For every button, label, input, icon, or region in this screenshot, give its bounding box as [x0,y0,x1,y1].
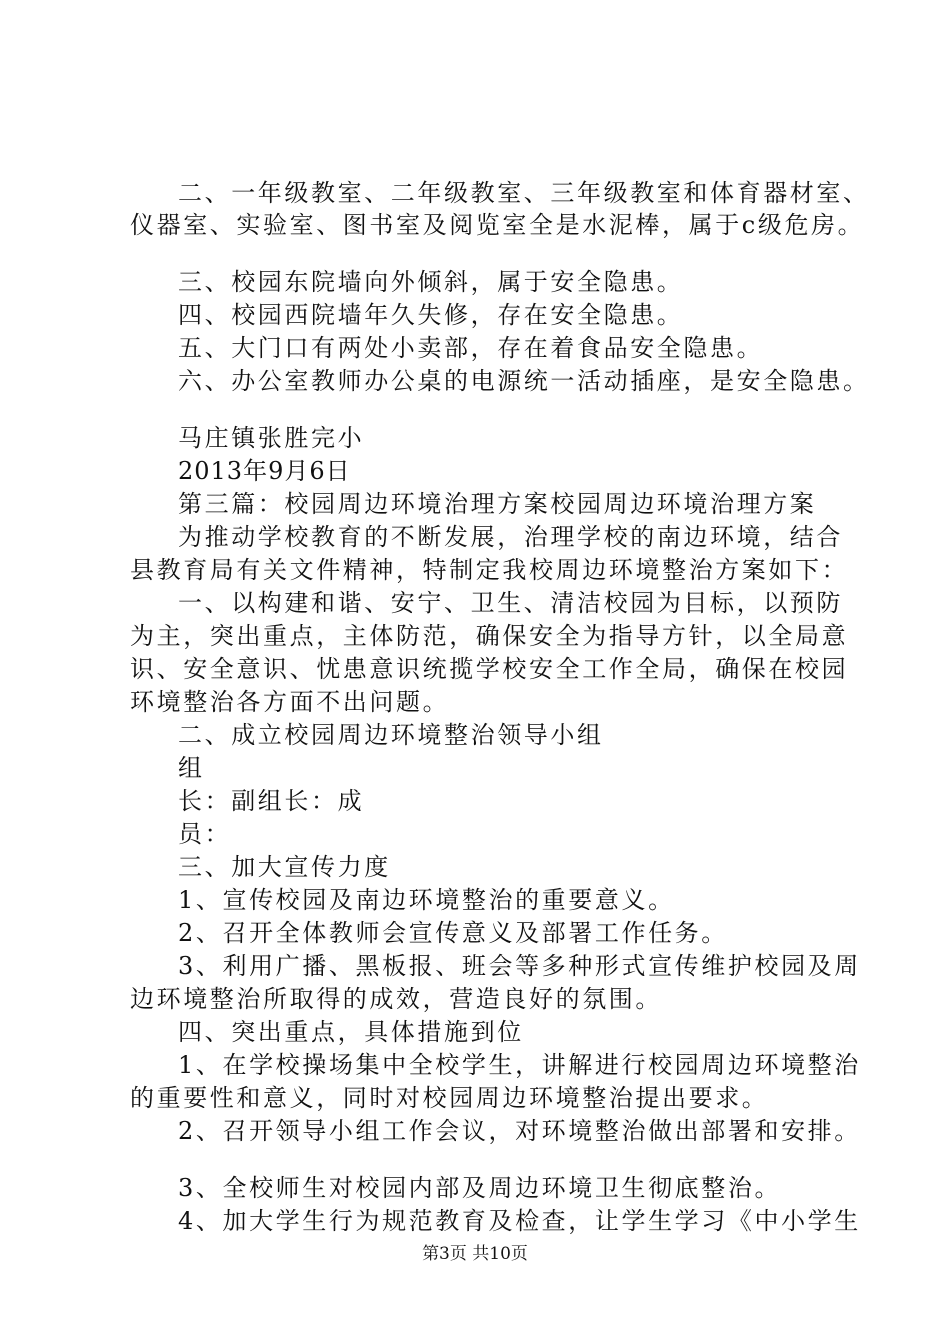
paragraph-line: 长：副组长：成 [178,787,365,815]
paragraph-line: 1、在学校操场集中全校学生，讲解进行校园周边环境整治 [178,1051,861,1079]
page-number-footer: 第3页 共10页 [422,1244,528,1264]
signature-org: 马庄镇张胜完小 [178,424,365,452]
paragraph-line: 仪器室、实验室、图书室及阅览室全是水泥棒，属于c级危房。 [130,211,865,239]
paragraph-line: 一、以构建和谐、安宁、卫生、清洁校园为目标，以预防 [178,589,843,617]
paragraph-line: 四、校园西院墙年久失修，存在安全隐患。 [178,301,684,329]
paragraph-line: 3、利用广播、黑板报、班会等多种形式宣传维护校园及周 [178,952,861,980]
paragraph-line: 五、大门口有两处小卖部，存在着食品安全隐患。 [178,334,764,362]
paragraph-line: 识、安全意识、忧患意识统揽学校安全工作全局，确保在校园 [130,655,849,683]
paragraph-line: 二、成立校园周边环境整治领导小组 [178,721,604,749]
paragraph-line: 3、全校师生对校园内部及周边环境卫生彻底整治。 [178,1174,782,1202]
paragraph-line: 县教育局有关文件精神，特制定我校周边环境整治方案如下： [130,556,849,584]
paragraph-line: 为主，突出重点，主体防范，确保安全为指导方针，以全局意 [130,622,849,650]
paragraph-line: 的重要性和意义，同时对校园周边环境整治提出要求。 [130,1084,769,1112]
paragraph-line: 三、校园东院墙向外倾斜，属于安全隐患。 [178,268,684,296]
paragraph-line: 为推动学校教育的不断发展，治理学校的南边环境，结合 [178,523,843,551]
paragraph-line: 员： [178,820,232,848]
paragraph-line: 2、召开全体教师会宣传意义及部署工作任务。 [178,919,728,947]
paragraph-line: 4、加大学生行为规范教育及检查，让学生学习《中小学生 [178,1207,861,1235]
paragraph-line: 1、宣传校园及南边环境整治的重要意义。 [178,886,675,914]
paragraph-line: 六、办公室教师办公桌的电源统一活动插座，是安全隐患。 [178,367,870,395]
signature-date: 2013年9月6日 [178,457,351,485]
paragraph-line: 二、一年级教室、二年级教室、三年级教室和体育器材室、 [178,179,870,207]
paragraph-line: 组 [178,754,205,782]
paragraph-line: 边环境整治所取得的成效，营造良好的氛围。 [130,985,662,1013]
paragraph-line: 环境整治各方面不出问题。 [130,688,450,716]
paragraph-line: 2、召开领导小组工作会议，对环境整治做出部署和安排。 [178,1117,861,1145]
paragraph-line: 四、突出重点，具体措施到位 [178,1018,524,1046]
paragraph-line: 三、加大宣传力度 [178,853,391,881]
section-heading: 第三篇：校园周边环境治理方案校园周边环境治理方案 [178,490,817,518]
